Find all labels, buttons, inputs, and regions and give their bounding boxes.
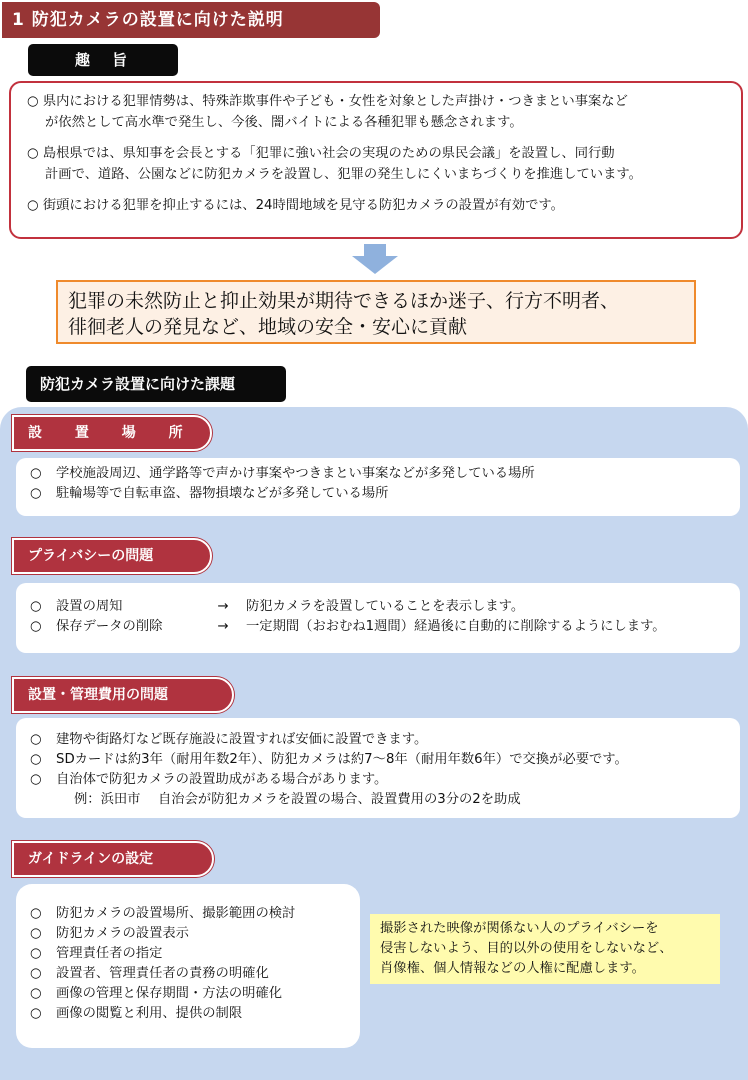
list-item: ○ 駐輪場等で自転車盗、器物損壊などが多発している場所 xyxy=(30,486,389,501)
shushi-item-2: ○ 島根県では、県知事を会長とする「犯罪に強い社会の実現のための県民会議」を設置し、同行動 計画で、道路、公園などに防犯カメラを設置し、犯罪の発生しにくいまちづくりを推進しています。 xyxy=(27,146,642,182)
list-item: ○ 画像の閲覧と利用、提供の制限 xyxy=(30,1006,243,1021)
list-item: ○ 自治体で防犯カメラの設置助成がある場合があります。 xyxy=(30,772,388,787)
shushi-label: 趣旨 xyxy=(28,44,178,76)
list-item: ○ 設置者、管理責任者の責務の明確化 xyxy=(30,966,269,981)
challenges-label: 防犯カメラ設置に向けた課題 xyxy=(26,366,286,402)
main-title: 1 防犯カメラの設置に向けた説明 xyxy=(2,2,380,38)
list-item: ○ SDカードは約3年（耐用年数2年）、防犯カメラは約7～8年（耐用年数6年）で交換が必要です。 xyxy=(30,752,628,767)
section-privacy-label: プライバシーの問題 xyxy=(12,538,212,574)
guideline-note: 撮影された映像が関係ない人のプライバシーを 侵害しないよう、目的以外の使用をしないなど、 肖像権、個人情報などの人権に配慮します。 xyxy=(370,914,720,984)
shushi-item-3: ○ 街頭における犯罪を抑止するには、24時間地域を見守る防犯カメラの設置が有効です。 xyxy=(27,198,564,213)
section-guideline-label: ガイドラインの設定 xyxy=(12,841,214,877)
list-item: ○ 防犯カメラの設置表示 xyxy=(30,926,189,941)
section-location-box xyxy=(16,458,740,516)
list-item: ○ 管理責任者の指定 xyxy=(30,946,163,961)
down-arrow-icon xyxy=(350,244,400,274)
shushi-box xyxy=(9,81,743,239)
list-item: ○ 防犯カメラの設置場所、撮影範囲の検討 xyxy=(30,906,296,921)
list-item: ○ 画像の管理と保存期間・方法の明確化 xyxy=(30,986,283,1001)
section-location-label: 設 置 場 所 xyxy=(12,415,212,451)
section-privacy-box xyxy=(16,583,740,653)
result-box: 犯罪の未然防止と抑止効果が期待できるほか迷子、行方不明者、 徘徊老人の発見など、地域の安全・安心に貢献 xyxy=(56,280,696,344)
list-item: ○ 学校施設周辺、通学路等で声かけ事案やつきまとい事案などが多発している場所 xyxy=(30,466,535,481)
list-item: ○ 建物や街路灯など既存施設に設置すれば安価に設置できます。 xyxy=(30,732,428,747)
section-guideline-box xyxy=(16,884,360,1048)
list-item: ○ 保存データの削除 → 一定期間（おおむね1週間）経過後に自動的に削除するようにします。 xyxy=(30,619,666,634)
list-item: ○ 設置の周知 → 防犯カメラを設置していることを表示します。 xyxy=(30,599,525,614)
section-cost-box xyxy=(16,718,740,818)
section-cost-label: 設置・管理費用の問題 xyxy=(12,677,234,713)
cost-example: 例：浜田市 自治会が防犯カメラを設置の場合、設置費用の3分の2を助成 xyxy=(74,792,521,807)
shushi-item-1: ○ 県内における犯罪情勢は、特殊詐欺事件や子ども・女性を対象とした声掛け・つきまとい事案など が依然として高水準で発生し、今後、闇バイトによる各種犯罪も懸念されます。 xyxy=(27,94,628,130)
